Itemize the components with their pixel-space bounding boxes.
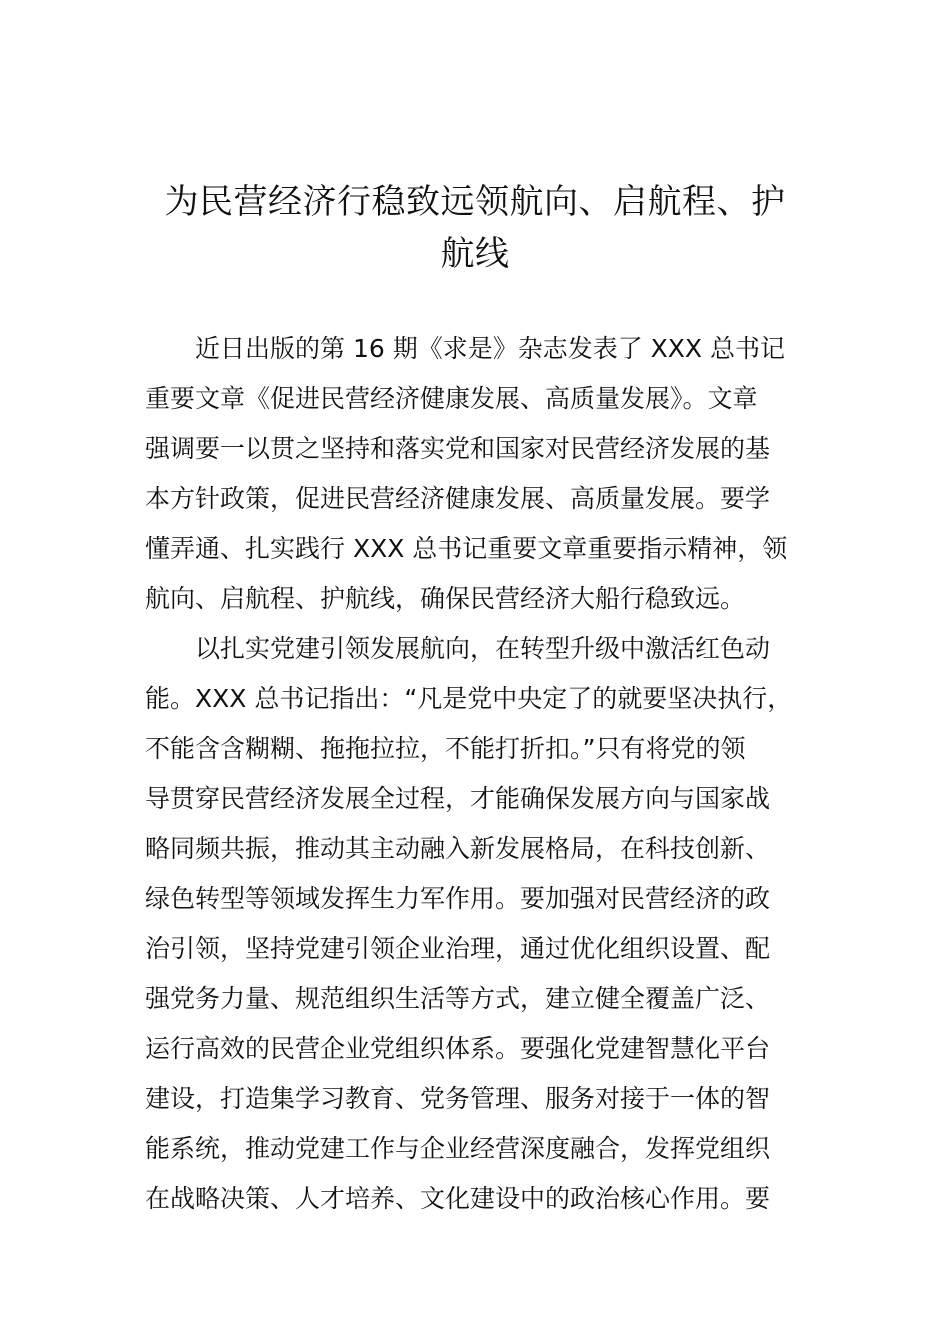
text-line: 以扎实党建引领发展航向，在转型升级中激活红色动: [195, 634, 771, 663]
article-title: [140, 176, 810, 280]
paragraph-2: [145, 624, 825, 1224]
text-line: 运行高效的民营企业党组织体系。要强化党建智慧化平台: [145, 1034, 771, 1063]
text-line: 导贯穿民营经济发展全过程，才能确保发展方向与国家战: [145, 784, 771, 813]
title-line: 航线: [440, 234, 510, 274]
text-line: 重要文章《促进民营经济健康发展、高质量发展》。文章: [145, 384, 758, 413]
text-line: 能系统，推动党建工作与企业经营深度融合，发挥党组织: [145, 1134, 771, 1163]
text-line: 能。XXX 总书记指出：“凡是党中央定了的就要坚决执行，: [145, 684, 793, 713]
text-line: 略同频共振，推动其主动融入新发展格局，在科技创新、: [145, 834, 771, 863]
text-line: 强调要一以贯之坚持和落实党和国家对民营经济发展的基: [145, 434, 771, 463]
text-line: 航向、启航程、护航线，确保民营经济大船行稳致远。: [145, 584, 746, 613]
text-line: 绿色转型等领域发挥生力军作用。要加强对民营经济的政: [145, 884, 771, 913]
text-line: 强党务力量、规范组织生活等方式，建立健全覆盖广泛、: [145, 984, 771, 1013]
text-line: 懂弄通、扎实践行 XXX 总书记重要文章重要指示精神，领: [145, 534, 788, 563]
paragraph-1: [145, 324, 825, 624]
text-line: 不能含含糊糊、拖拖拉拉，不能打折扣。”只有将党的领: [145, 734, 746, 763]
text-line: 治引领，坚持党建引领企业治理，通过优化组织设置、配: [145, 934, 771, 963]
text-line: 在战略决策、人才培养、文化建设中的政治核心作用。要: [145, 1184, 771, 1213]
title-line: 为民营经济行稳致远领航向、启航程、护: [164, 182, 786, 222]
text-line: 建设，打造集学习教育、党务管理、服务对接于一体的智: [145, 1084, 771, 1113]
text-line: 近日出版的第 16 期《求是》杂志发表了 XXX 总书记: [195, 334, 785, 363]
article-body: [145, 324, 825, 1224]
text-line: 本方针政策，促进民营经济健康发展、高质量发展。要学: [145, 484, 771, 513]
